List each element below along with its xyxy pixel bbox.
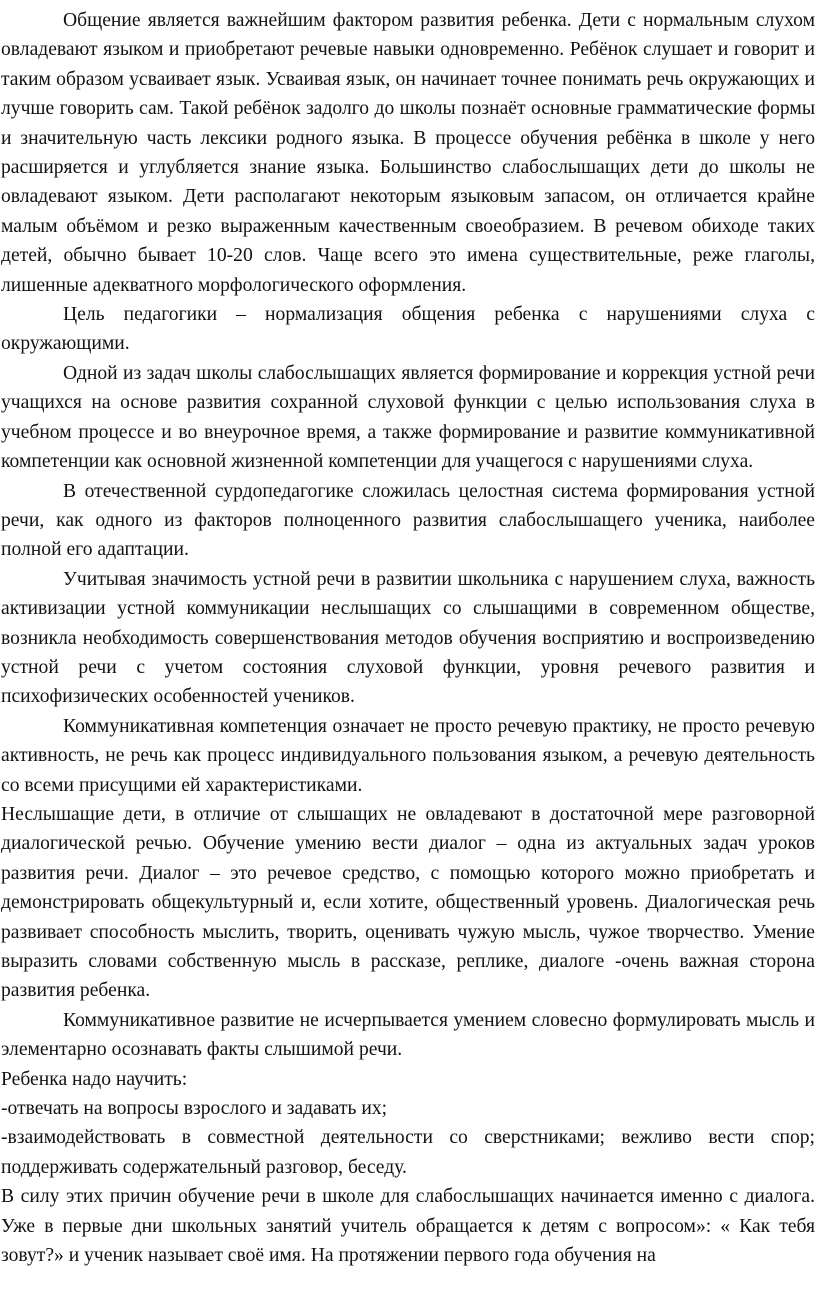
paragraph-9: Ребенка надо научить: xyxy=(1,1068,188,1090)
list-item-2: -взаимодействовать в совместной деятельности со сверстниками; вежливо вести спор; поддерживать содержательный разговор, беседу. xyxy=(1,1127,815,1178)
paragraph-3: Одной из задач школы слабослышащих является формирование и коррекция устной речи учащихся на основе развития сохранной слуховой функции с целью использования слуха в учебном процессе и во внеурочное время, а также формирование и развитие коммуникативной компетенции как основной жизненной компетенции для учащегося с нарушениями слуха. xyxy=(1,362,815,473)
paragraph-6: Коммуникативная компетенция означает не просто речевую практику, не просто речевую активность, не речь как процесс индивидуального пользования языком, а речевую деятельность со всеми присущими ей характеристиками. xyxy=(1,715,815,796)
paragraph-7: Неслышащие дети, в отличие от слышащих не овладевают в достаточной мере разговорной диалогической речью. Обучение умению вести диалог – одна из актуальных задач уроков развития речи. Диалог – это речевое средство, с помощью которого можно приобретать и демонстрировать общекультурный и, если хотите, общественный уровень. Диалогическая речь развивает способность мыслить, творить, оценивать чужую мысль, чужое творчество. Умение выразить словами собственную мысль в рассказе, реплике, диалоге -очень важная сторона развития ребенка. xyxy=(1,803,815,1002)
document-page xyxy=(0,6,816,1270)
paragraph-1: Общение является важнейшим фактором развития ребенка. Дети с нормальным слухом овладевают языком и приобретают речевые навыки одновременно. Ребёнок слушает и говорит и таким образом усваивает язык. Усваивая язык, он начинает точнее понимать речь окружающих и лучше говорить сам. Такой ребёнок задолго до школы познаёт основные грамматические формы и значительную часть лексики родного языка. В процессе обучения ребёнка в школе у него расширяется и углубляется знание языка. Большинство слабослышащих дети до школы не овладевают языком. Дети располагают некоторым языковым запасом, он отличается крайне малым объёмом и резко выраженным качественным своеобразием. В речевом обиходе таких детей, обычно бывает 10-20 слов. Чаще всего это имена существительные, реже глаголы, лишенные адекватного морфологического оформления. xyxy=(1,10,815,296)
list-item-1: -отвечать на вопросы взрослого и задавать их; xyxy=(1,1098,388,1120)
paragraph-8: Коммуникативное развитие не исчерпывается умением словесно формулировать мысль и элементарно осознавать факты слышимой речи. xyxy=(1,1009,815,1061)
paragraph-5: Учитывая значимость устной речи в развитии школьника с нарушением слуха, важность активизации устной коммуникации неслышащих со слышащими в современном обществе, возникла необходимость совершенствования методов обучения восприятию и воспроизведению устной речи с учетом состояния слуховой функции, уровня речевого развития и психофизических особенностей учеников. xyxy=(1,568,815,708)
paragraph-4: В отечественной сурдопедагогике сложилась целостная система формирования устной речи, как одного из факторов полноценного развития слабослышащего ученика, наиболее полной его адаптации. xyxy=(1,480,815,561)
paragraph-10: В силу этих причин обучение речи в школе для слабослышащих начинается именно с диалога. Уже в первые дни школьных занятий учитель обращается к детям с вопросом»: « Как тебя зовут?» и ученик называет своё имя. На протяжении первого года обучения на xyxy=(1,1186,815,1267)
paragraph-2: Цель педагогики – нормализация общения ребенка с нарушениями слуха с окружающими. xyxy=(1,304,815,355)
